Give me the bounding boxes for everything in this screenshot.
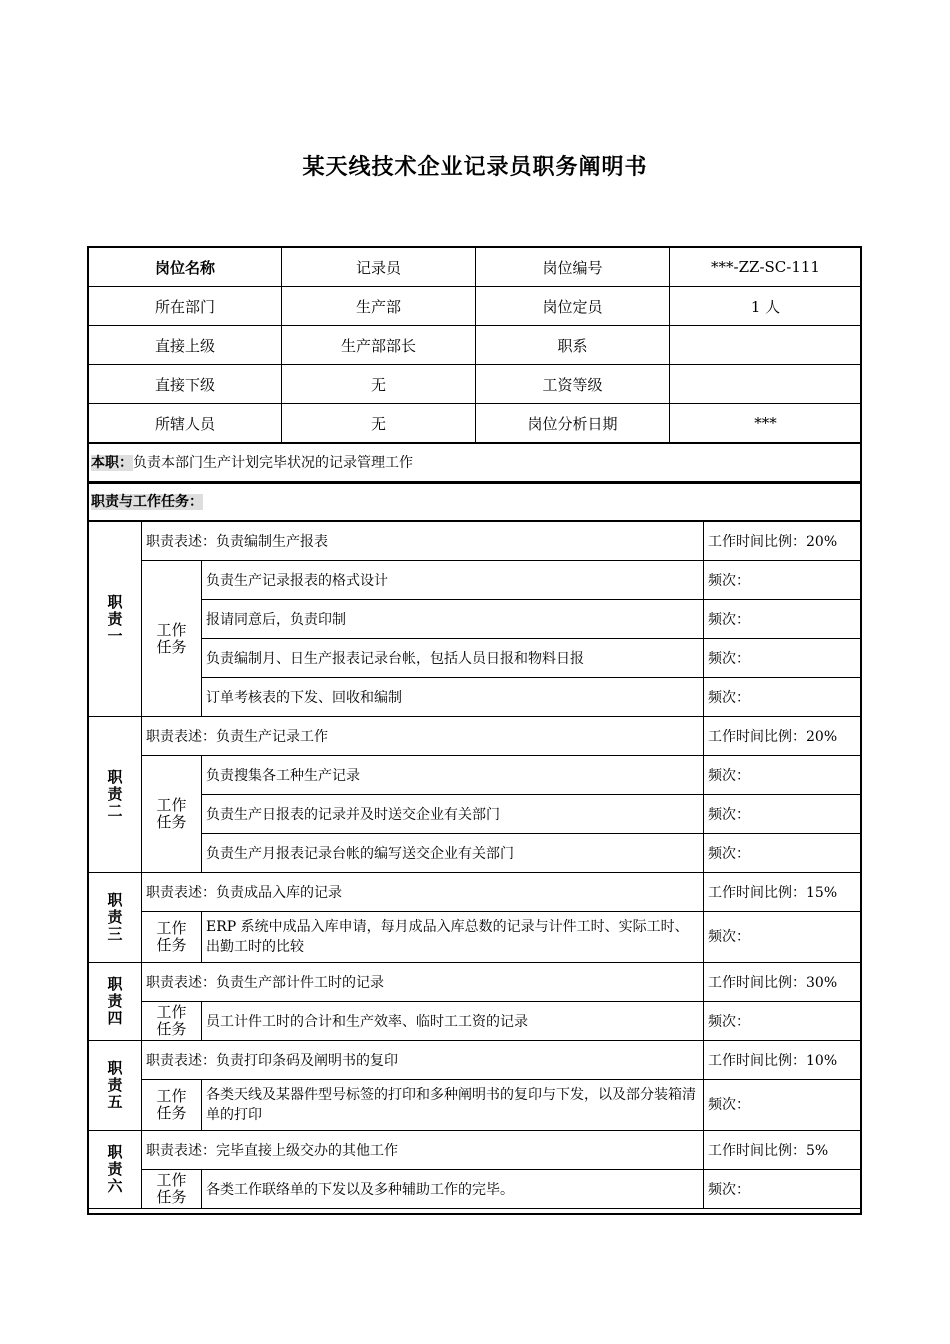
table-row (89, 1002, 862, 1041)
duty-name: 职 责 二 (89, 717, 142, 873)
duty-summary-row (88, 444, 861, 482)
duty-description: 职责表述：完毕直接上级交办的其他工作 (142, 1131, 704, 1170)
series-label: 职系 (476, 326, 670, 365)
duties-header: 职责与工作任务： (91, 494, 203, 510)
duties-table (88, 521, 862, 1209)
task-frequency: 频次： (704, 1080, 862, 1131)
duty-name: 职 责 五 (89, 1041, 142, 1131)
task-frequency: 频次： (704, 834, 862, 873)
table-row (89, 561, 862, 600)
task-label: 工作 任务 (142, 912, 202, 963)
duty-description: 职责表述：负责成品入库的记录 (142, 873, 704, 912)
task-frequency: 频次： (704, 756, 862, 795)
task-text: 订单考核表的下发、回收和编制 (202, 678, 704, 717)
table-row (89, 522, 862, 561)
duty-time-ratio: 工作时间比例：5% (704, 1131, 862, 1170)
page-title: 某天线技术企业记录员职务阐明书 (302, 155, 648, 180)
duty-time-ratio: 工作时间比例：30% (704, 963, 862, 1002)
table-row (89, 873, 862, 912)
table-row (89, 1170, 862, 1209)
duty-time-ratio: 工作时间比例：15% (704, 873, 862, 912)
duty-description: 职责表述：负责打印条码及阐明书的复印 (142, 1041, 704, 1080)
task-label: 工作 任务 (142, 1170, 202, 1209)
duty-name: 职 责 六 (89, 1131, 142, 1209)
table-row (89, 248, 862, 287)
duty-name: 职 责 一 (89, 522, 142, 717)
date-label: 岗位分析日期 (476, 404, 670, 443)
task-text: ERP 系统中成品入库申请，每月成品入库总数的记录与计件工时、实际工时、出勤工时的比较 (202, 912, 704, 963)
table-row (89, 756, 862, 795)
duty-time-ratio: 工作时间比例：10% (704, 1041, 862, 1080)
quota-value: 1 人 (670, 287, 862, 326)
table-row (89, 1131, 862, 1170)
table-row (89, 912, 862, 963)
duty-summary-text: 负责本部门生产计划完毕状况的记录管理工作 (133, 455, 413, 471)
task-frequency: 频次： (704, 678, 862, 717)
series-value (670, 326, 862, 365)
duty-description: 职责表述：负责生产记录工作 (142, 717, 704, 756)
task-text: 负责生产日报表的记录并及时送交企业有关部门 (202, 795, 704, 834)
task-frequency: 频次： (704, 795, 862, 834)
superior-label: 直接上级 (89, 326, 282, 365)
superior-value: 生产部部长 (282, 326, 476, 365)
grade-label: 工资等级 (476, 365, 670, 404)
task-text: 各类工作联络单的下发以及多种辅助工作的完毕。 (202, 1170, 704, 1209)
table-row (89, 1041, 862, 1080)
post-name-label: 岗位名称 (89, 248, 282, 287)
staff-label: 所辖人员 (89, 404, 282, 443)
subordinate-value: 无 (282, 365, 476, 404)
task-text: 负责编制月、日生产报表记录台帐，包括人员日报和物料日报 (202, 639, 704, 678)
staff-value: 无 (282, 404, 476, 443)
table-row (89, 365, 862, 404)
task-frequency: 频次： (704, 600, 862, 639)
duty-description: 职责表述：负责生产部计件工时的记录 (142, 963, 704, 1002)
task-label: 工作 任务 (142, 756, 202, 873)
task-text: 负责搜集各工种生产记录 (202, 756, 704, 795)
table-row (89, 834, 862, 873)
table-row (89, 287, 862, 326)
duty-name: 职 责 三 (89, 873, 142, 963)
post-code-label: 岗位编号 (476, 248, 670, 287)
task-frequency: 频次： (704, 639, 862, 678)
task-frequency: 频次： (704, 1170, 862, 1209)
dept-value: 生产部 (282, 287, 476, 326)
duty-time-ratio: 工作时间比例：20% (704, 522, 862, 561)
table-row (89, 404, 862, 443)
table-row (89, 963, 862, 1002)
table-row (89, 678, 862, 717)
table-row (89, 795, 862, 834)
duty-summary-label: 本职： (91, 455, 133, 471)
duty-time-ratio: 工作时间比例：20% (704, 717, 862, 756)
task-frequency: 频次： (704, 912, 862, 963)
task-label: 工作 任务 (142, 561, 202, 717)
task-text: 各类天线及某器件型号标签的打印和多种阐明书的复印与下发，以及部分装箱清单的打印 (202, 1080, 704, 1131)
dept-label: 所在部门 (89, 287, 282, 326)
post-code-value: ***-ZZ-SC-111 (670, 248, 862, 287)
table-row (89, 600, 862, 639)
duty-name: 职 责 四 (89, 963, 142, 1041)
task-frequency: 频次： (704, 561, 862, 600)
table-row (89, 1080, 862, 1131)
task-text: 负责生产记录报表的格式设计 (202, 561, 704, 600)
task-label: 工作 任务 (142, 1002, 202, 1041)
task-frequency: 频次： (704, 1002, 862, 1041)
grade-value (670, 365, 862, 404)
post-info-table (88, 247, 862, 443)
post-name-value: 记录员 (282, 248, 476, 287)
task-label: 工作 任务 (142, 1080, 202, 1131)
table-row (89, 326, 862, 365)
task-text: 员工计件工时的合计和生产效率、临时工工资的记录 (202, 1002, 704, 1041)
date-value: *** (670, 404, 862, 443)
task-text: 报请同意后，负责印制 (202, 600, 704, 639)
task-text: 负责生产月报表记录台帐的编写送交企业有关部门 (202, 834, 704, 873)
subordinate-label: 直接下级 (89, 365, 282, 404)
duty-description: 职责表述：负责编制生产报表 (142, 522, 704, 561)
table-row (89, 639, 862, 678)
table-row (89, 717, 862, 756)
quota-label: 岗位定员 (476, 287, 670, 326)
duties-header-row (88, 483, 861, 521)
